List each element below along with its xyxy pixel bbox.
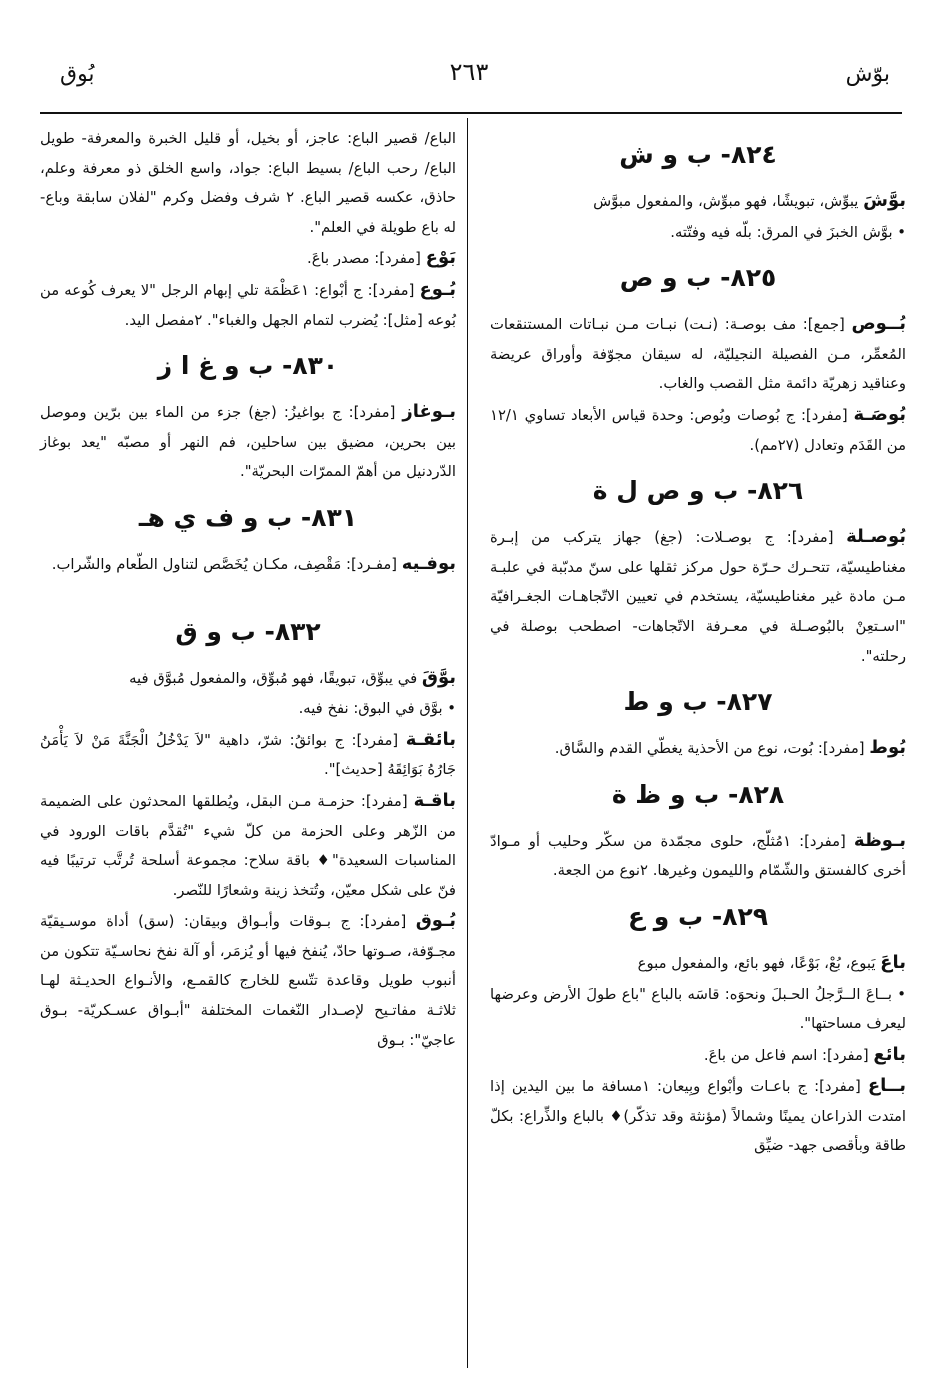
definition: [مفرد]: ج بـوقات وأبـواق وبيقان: (سق) أداة موسـيقيّة مجـوّفة، صـوتها حادّ، يُنفخ فيها أو يُزمَر، أو آلة نفخ نحاسـيّة تتكون من أنبوب طويل وقاعدة تتّسع للخارج كالقمـع، والأنـواع الحديـثة لهـا ثلاثـة مفاتـيح لإصـدار النّغمات المختلفة "أبـواق عسـكريّة- بـوق عاجيّ": بـوق bbox=[40, 913, 456, 1049]
definition: [مفرد]: اسم فاعل من باعَ. bbox=[703, 1046, 874, 1064]
column-divider bbox=[467, 118, 468, 1368]
entry-sense: • بوَّق في البوق: نفخ فيه. bbox=[298, 700, 456, 718]
entry bbox=[490, 400, 906, 460]
section-heading: ٨٢٧- ب و ط bbox=[623, 687, 773, 717]
definition: [جمع]: مف بوصـة: (نـت) نبـات مـن نبـاتات المستنقعات المُعمِّر، مـن الفصيلة النجيليّة، له سيقان مجوّفة وأوراق عريضة وعناقيد زهريّة دائمة مثل القصب والغاب. bbox=[490, 316, 906, 393]
definition: يَبوع، بُعْ، بَوْعًا، فهو بائع، والمفعول مبوع bbox=[637, 954, 881, 972]
definition: في يبوِّق، تبويقًا، فهو مُبوِّق، والمفعول مُبوَّق فيه bbox=[129, 669, 422, 687]
entry bbox=[490, 1040, 906, 1071]
section-heading: ٨٢٥- ب و ص bbox=[619, 263, 777, 293]
definition: [مفرد]: ج بوصـلات: (جغ) جهاز يتركب من إبـرة مغناطيسيّة، تتحـرك حـرّة حول مركز ثقلها على سنّ مدبّبة في علبـة مـن مادة غير مغناطيسيّة، يستخدم في تعيين الاتّجاهـات الجغـرافيّة "اسـتعِنْ بالبُوصـلة في معـرفة الاتّجاهات- اصطحب بوصلة في رحلته". bbox=[490, 529, 906, 665]
left-column bbox=[40, 124, 456, 1056]
headword: باعَ bbox=[880, 951, 906, 973]
entry bbox=[40, 663, 456, 694]
headword: بـوظة bbox=[853, 829, 906, 851]
spacer bbox=[40, 581, 456, 601]
definition: [مفـرد]: مَقْصِف، مكـان يُخَصَّص لتناول الطّعام والشّراب. bbox=[51, 555, 402, 573]
right-column bbox=[490, 124, 906, 1162]
headword: بائقـة bbox=[405, 728, 456, 750]
entry-sense: • بوَّش الخبزَ في المرق: بلّه فيه وفتّته. bbox=[670, 223, 906, 241]
headword: بوفـيه bbox=[401, 552, 456, 574]
entry bbox=[40, 906, 456, 1055]
definition: يبوِّش، تبويشًا، فهو مبوِّش، والمفعول مبوَّش bbox=[593, 193, 864, 210]
header-rule bbox=[40, 112, 902, 114]
section-heading: ٨٣١- ب و ف ي هـ bbox=[138, 502, 358, 532]
definition: [مفرد]: ١مُثلّج، حلوى مجمّدة من سكّر وحليب أو مـوادّ أخرى كالفستق والشّمّام والليمون وغيرها. ٢نوع من الجعة. bbox=[490, 832, 906, 880]
definition: [مفرد]: ج بواغيزُ: (جغ) جزء من الماء بين برّين وموصل بين بحرين، مضيق بين ساحلين، فم النهر أو مصبّه "يعد بوغاز الدّردنيل من أهمّ الممرّات البحريّة". bbox=[40, 404, 456, 481]
entry bbox=[490, 309, 906, 399]
headword: بائع bbox=[873, 1043, 906, 1065]
section-heading: ٨٢٩- ب و ع bbox=[627, 901, 768, 931]
definition: [مفرد]: ج باعـات وأبْواع وبِيعان: ١مسافة ما بين اليدين إذا امتدت الذراعان يمينًا وشمالاً (مؤنثة وقد تذكّر)♦ بالباع والذِّراع: بكلّ طاقة وبأقصى جهد- ضيِّق bbox=[490, 1078, 906, 1155]
section-heading: ٨٢٨- ب و ظ ة bbox=[611, 779, 785, 809]
definition: [مفرد]: ج بوائقُ: شرّ، داهية "لاَ يَدْخُلُ الْجَنَّةَ مَنْ لاَ يَأْمَنُ جَارُهُ بَوَائِقَهُ [حديث]". bbox=[40, 731, 456, 779]
headword: بــاع bbox=[867, 1075, 906, 1097]
entry bbox=[40, 275, 456, 335]
headword: بُوصَـة bbox=[853, 403, 906, 425]
headword: بُـوق bbox=[415, 910, 456, 932]
running-head-right: بوّش bbox=[845, 62, 890, 87]
headword: بـوغاز bbox=[402, 401, 456, 423]
entry bbox=[490, 522, 906, 671]
entry bbox=[40, 549, 456, 580]
headword: بُوط bbox=[869, 737, 906, 759]
entry bbox=[490, 948, 906, 979]
entry bbox=[40, 397, 456, 487]
headword: باقـة bbox=[413, 789, 456, 811]
entry-continuation: الباع/ قصير الباع: عاجز، أو بخيل، أو قليل الخبرة والمعرفة- طويل الباع/ رحب الباع/ بسيط الباع: جواد، واسع الخلق ذو معرفة وعلم، حاذق، عكسه قصير الباع. ٢ شرف وفضل وكرم "لفلان سابقة وباع- له باع طويلة في العلم". bbox=[40, 130, 457, 236]
section-heading: ٨٣٢- ب و ق bbox=[175, 616, 321, 646]
page-number: ٢٦٣ bbox=[449, 58, 489, 86]
definition: [مفرد]: مصدر باعَ. bbox=[307, 250, 426, 268]
section-heading: ٨٢٤- ب و ش bbox=[619, 140, 777, 169]
headword: بوَّقَ bbox=[421, 666, 456, 688]
definition: [مفرد]: ج أبْواع: ١عَظْمَة تلي إبهام الرجل "لا يعرف كُوعه من بُوعه [مثل]: يُضرب لتمام الجهل والغباء". ٢مفصل اليد. bbox=[40, 281, 456, 329]
entry bbox=[490, 826, 906, 886]
headword: بوَّشَ bbox=[863, 190, 906, 211]
headword: بَوْع bbox=[425, 247, 456, 269]
headword: بُوصـلة bbox=[846, 526, 906, 548]
entry bbox=[40, 786, 456, 905]
definition: [مفرد]: ج بُوصات وبُوص: وحدة قياس الأبعاد تساوي ١٢/١ من القَدَم وتعادل (٢٧مم). bbox=[490, 406, 906, 454]
entry bbox=[490, 733, 906, 764]
definition: [مفرد]: بُوت، نوع من الأحذية يغطّي القدم والسَّاق. bbox=[554, 740, 870, 758]
section-heading: ٨٣٠- ب و غ ا ز bbox=[157, 351, 339, 381]
entry bbox=[40, 243, 456, 274]
headword: بُــوص bbox=[851, 313, 906, 335]
running-head-left: بُوق bbox=[60, 62, 95, 87]
entry bbox=[490, 1071, 906, 1161]
section-heading: ٨٢٦- ب و ص ل ة bbox=[592, 476, 804, 506]
entry bbox=[490, 186, 906, 217]
definition: [مفرد]: حزمـة مـن البقل، ويُطلقها المحدثون على الضميمة من الزّهر وعلى الحزمة من كلّ شيء "تُقدَّم باقات الورود في المناسبات السعيدة"♦ باقة سلاح: مجموعة أسلحة تُرتَّب ترتيبًا فيه فنّ على شكل معيّن، وتُتخذ زينة وشعارًا للنّصر. bbox=[40, 792, 456, 899]
entry-sense: • بــاعَ الــرَّجلُ الحـبلَ ونحوَه: قاسَه بالباع "باع طولَ الأرض وعرضها ليعرف مساحتها". bbox=[490, 985, 906, 1033]
headword: بُـوع bbox=[419, 278, 456, 300]
entry bbox=[40, 725, 456, 785]
